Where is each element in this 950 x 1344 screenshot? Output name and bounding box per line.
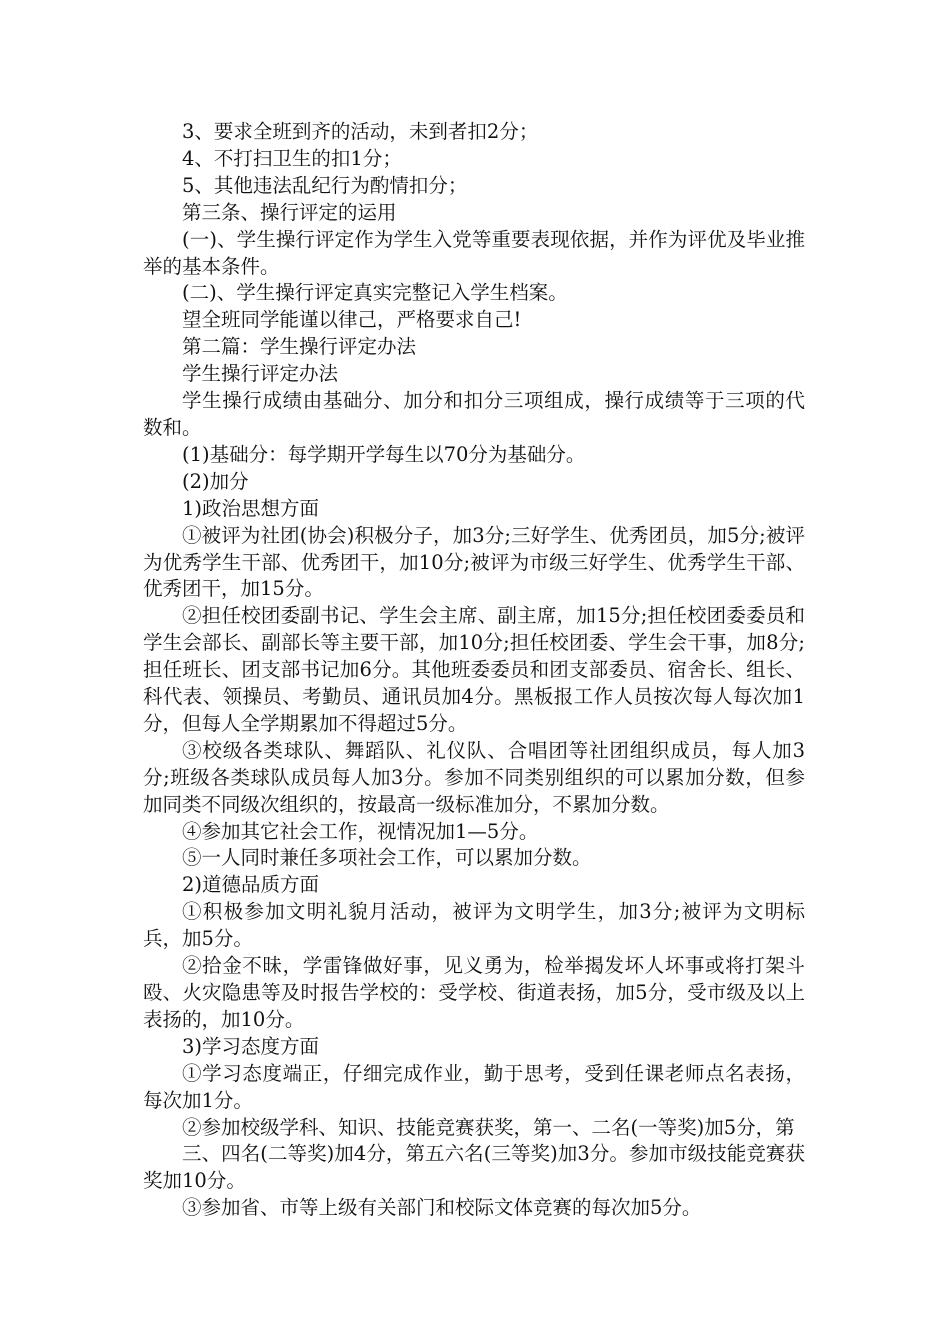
paragraph-closing: 望全班同学能谨以律己，严格要求自己! bbox=[182, 308, 522, 332]
paragraph-application-1: (一)、学生操行评定作为学生入党等重要表现依据，并作为评优及毕业推举的基本条件。 bbox=[143, 227, 805, 278]
paragraph-political-4: ④参加其它社会工作，视情况加1—5分。 bbox=[182, 819, 539, 843]
paragraph-political-1: ①被评为社团(协会)积极分子，加3分;三好学生、优秀团员，加5分;被评为优秀学生干部、优秀团干，加10分;被评为市级三好学生、优秀学生干部、优秀团干，加15分。 bbox=[143, 523, 805, 601]
heading-study: 3)学习态度方面 bbox=[182, 1034, 320, 1058]
paragraph-rule-4: 4、不打扫卫生的扣1分； bbox=[182, 146, 402, 170]
paragraph-rule-5: 5、其他违法乱纪行为酌情扣分； bbox=[182, 173, 468, 197]
paragraph-study-2: ②参加校级学科、知识、技能竞赛获奖，第一、二名(一等奖)加5分，第 bbox=[182, 1115, 795, 1139]
document-body bbox=[143, 119, 805, 1222]
heading-political: 1)政治思想方面 bbox=[182, 496, 320, 520]
chapter-heading: 第二篇：学生操行评定办法 bbox=[182, 335, 417, 359]
heading-bonus: (2)加分 bbox=[182, 469, 249, 493]
paragraph-base-score: (1)基础分：每学期开学每生以70分为基础分。 bbox=[182, 442, 586, 466]
paragraph-political-2: ②担任校团委副书记、学生会主席、副主席，加15分;担任校团委委员和学生会部长、副部长等主要干部，加10分;担任校团委、学生会干事，加8分;担任班长、团支部书记加6分。其他班委委员和团支部委员、宿舍长、组长、科代表、领操员、考勤员、通讯员加4分。黑板报工作人员按次每人每次加1分，但每人全学期累加不得超过5分。 bbox=[143, 604, 805, 735]
paragraph-study-3: ③参加省、市等上级有关部门和校际文体竞赛的每次加5分。 bbox=[182, 1196, 702, 1220]
paragraph-study-1: ①学习态度端正，仔细完成作业，勤于思考，受到任课老师点名表扬，每次加1分。 bbox=[143, 1061, 805, 1112]
paragraph-moral-1: ①积极参加文明礼貌月活动，被评为文明学生，加3分;被评为文明标兵，加5分。 bbox=[143, 900, 805, 951]
paragraph-political-5: ⑤一人同时兼任多项社会工作，可以累加分数。 bbox=[182, 846, 592, 870]
paragraph-study-2-cont: 三、四名(二等奖)加4分，第五六名(三等奖)加3分。参加市级技能竞赛获奖加10分。 bbox=[143, 1142, 805, 1193]
paragraph-rule-3: 3、要求全班到齐的活动，未到者扣2分； bbox=[182, 120, 539, 143]
paragraph-moral-2: ②拾金不昧，学雷锋做好事，见义勇为，检举揭发坏人坏事或将打架斗殴、火灾隐患等及时报告学校的：受学校、街道表扬，加5分，受市级及以上表扬的，加10分。 bbox=[143, 954, 805, 1031]
document-title: 学生操行评定办法 bbox=[182, 362, 339, 386]
heading-moral: 2)道德品质方面 bbox=[182, 873, 320, 897]
paragraph-political-3: ③校级各类球队、舞蹈队、礼仪队、合唱团等社团组织成员，每人加3分;班级各类球队成员每人加3分。参加不同类别组织的可以累加分数，但参加同类不同级次组织的，按最高一级标准加分，不累加分数。 bbox=[143, 738, 805, 816]
paragraph-application-2: (二)、学生操行评定真实完整记入学生档案。 bbox=[182, 281, 568, 305]
paragraph-intro: 学生操行成绩由基础分、加分和扣分三项组成，操行成绩等于三项的代数和。 bbox=[143, 389, 805, 439]
section-heading-article-3: 第三条、操行评定的运用 bbox=[182, 200, 397, 224]
